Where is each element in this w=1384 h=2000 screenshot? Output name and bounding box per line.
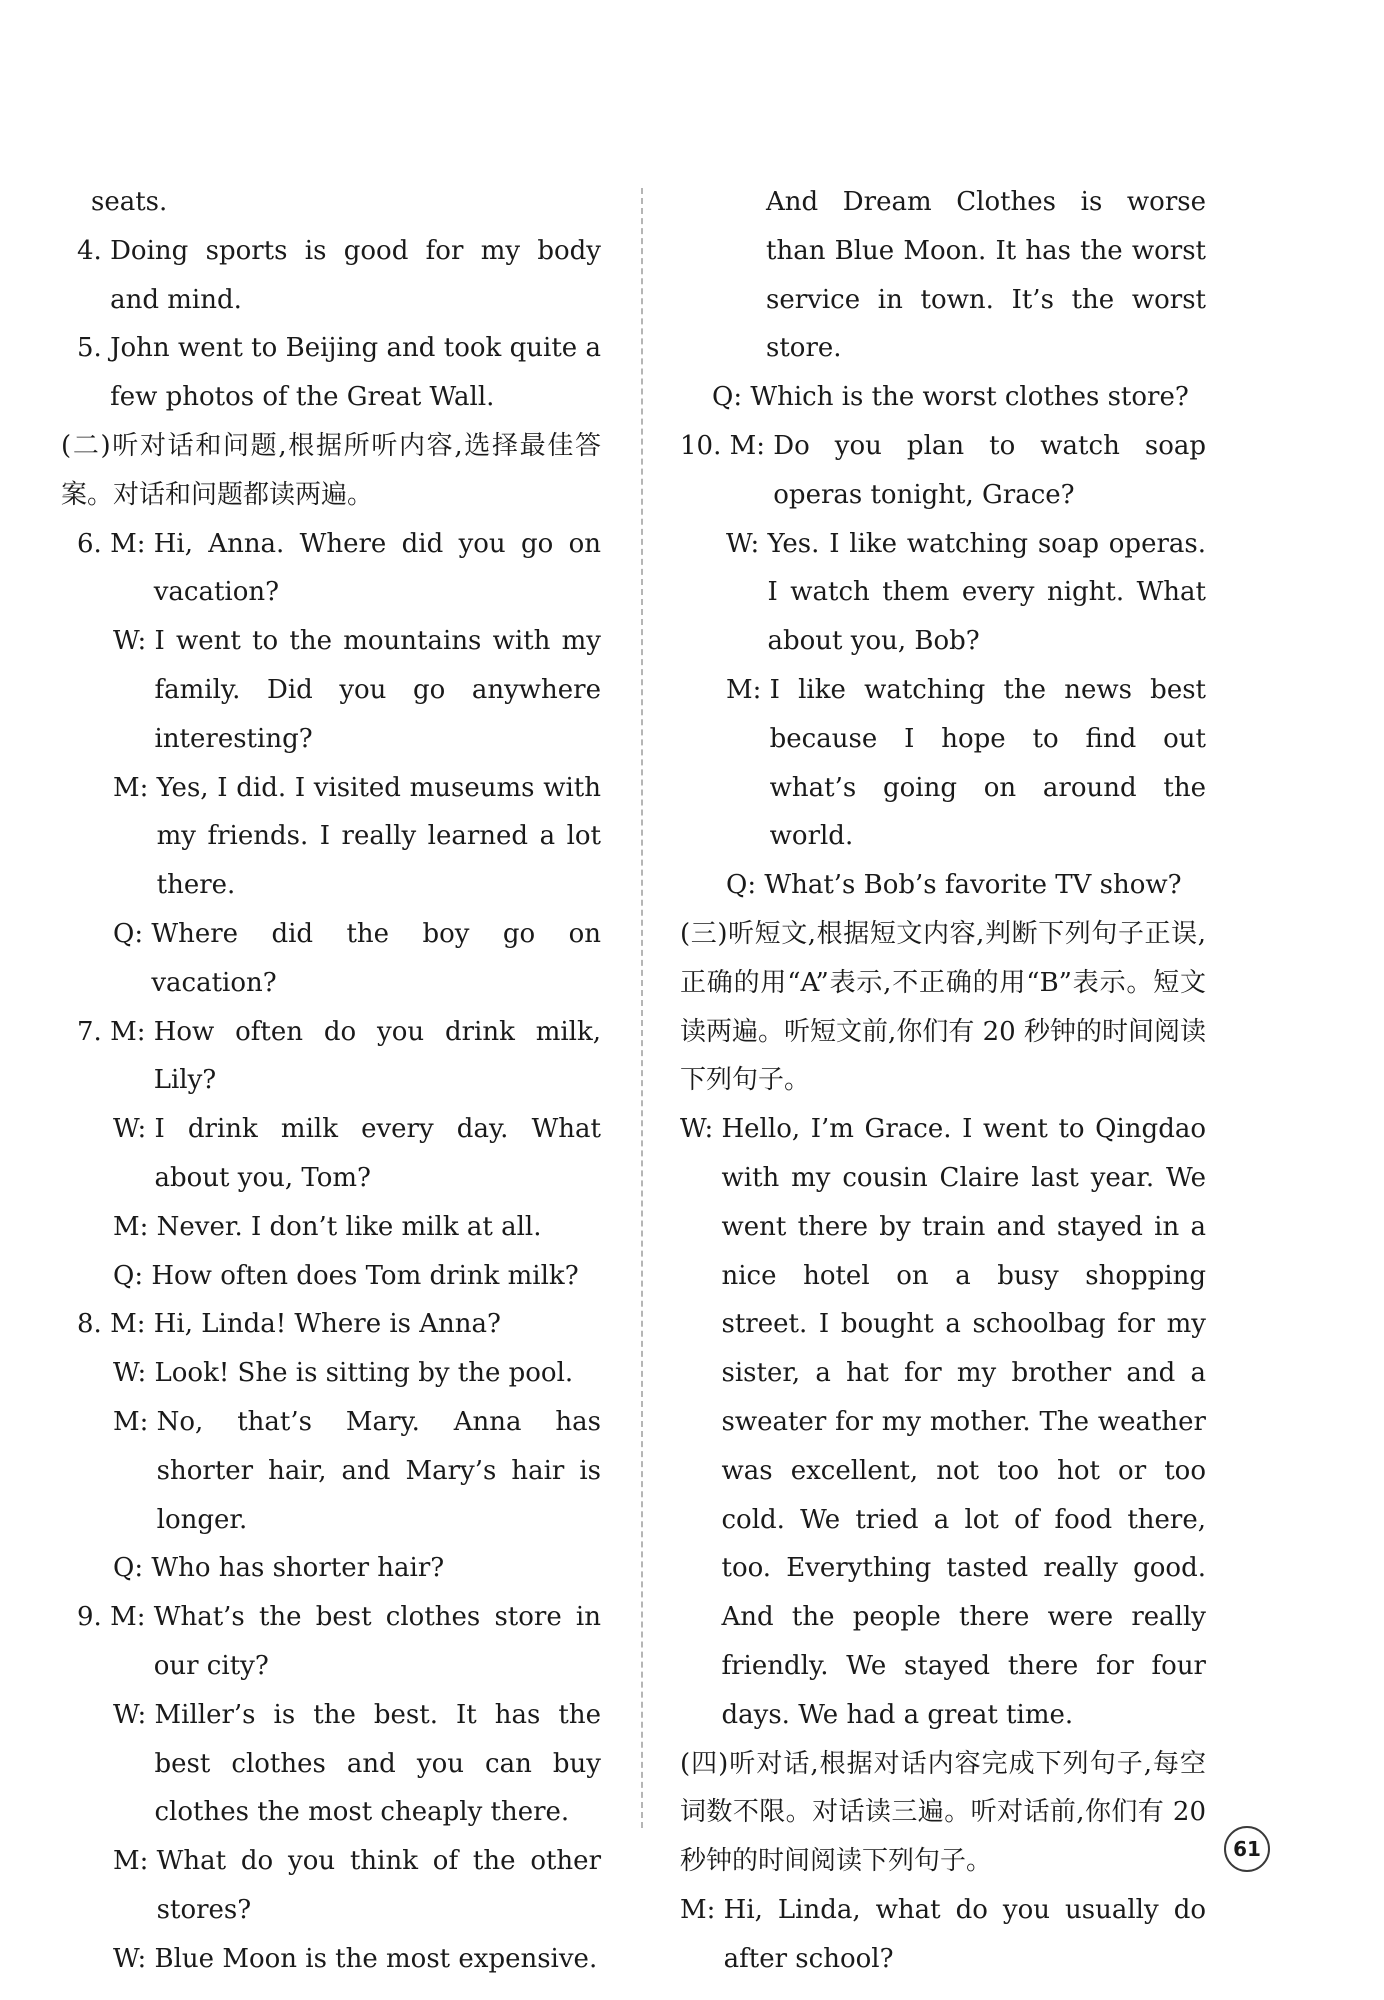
dialogue-6-m2 bbox=[77, 764, 601, 910]
item-speaker: 10. M: bbox=[680, 430, 774, 461]
question-text: Who has shorter hair? bbox=[151, 1553, 445, 1584]
speaker-label: W: bbox=[113, 1358, 155, 1389]
dialogue-text: Hi, Anna. Where did you go on vacation? bbox=[153, 528, 601, 608]
dialogue-9-m2 bbox=[77, 1837, 601, 1935]
dialogue-text: Yes. I like watching soap operas. I watch them every night. What about you, Bob? bbox=[767, 528, 1206, 657]
item-speaker: 7. M: bbox=[77, 1016, 154, 1047]
speaker-label: M: bbox=[680, 1894, 724, 1925]
dialogue-text: I went to the mountains with my family. Did you go anywhere interesting? bbox=[154, 626, 601, 754]
question-label: Q: bbox=[113, 918, 152, 949]
question-label: Q: bbox=[726, 870, 765, 901]
dialogue-final-m bbox=[680, 1886, 1206, 1984]
dialogue-10-w bbox=[680, 520, 1206, 666]
section-heading-2: (二)听对话和问题,根据所听内容,选择最佳答案。对话和问题都读两遍。 bbox=[61, 430, 601, 510]
passage-text: Hello, I’m Grace. I went to Qingdao with my cousin Claire last year. We went there by train and stayed in a nice hotel on a busy shopping street. I bought a schoolbag for my sister, a hat for my brother and a sweater for my mother. The weather was excellent, not too hot or too cold. We tried a lot of food there, too. Everything tasted really good. And the people there were really friendly. We stayed there for four days. We had a great time. bbox=[721, 1114, 1206, 1730]
speaker-label: W: bbox=[113, 626, 155, 657]
dialogue-8-m1 bbox=[77, 1300, 601, 1349]
passage-grace bbox=[680, 1105, 1206, 1739]
dialogue-text: No, that’s Mary. Anna has shorter hair, and Mary’s hair is longer. bbox=[156, 1406, 601, 1535]
dialogue-text: Blue Moon is the most expensive. bbox=[154, 1943, 598, 1974]
left-column bbox=[61, 178, 601, 1983]
speaker-label: M: bbox=[113, 1846, 157, 1877]
page-number-badge: 61 bbox=[1224, 1826, 1270, 1872]
dialogue-9-w2-continued bbox=[680, 178, 1206, 373]
dialogue-8-q bbox=[77, 1544, 601, 1593]
dialogue-text: I drink milk every day. What about you, Tom? bbox=[154, 1114, 601, 1193]
dialogue-text: And Dream Clothes is worse than Blue Moon. It has the worst service in town. It’s the worst store. bbox=[766, 187, 1206, 364]
right-column bbox=[680, 178, 1206, 1983]
dialogue-7-q bbox=[77, 1252, 601, 1301]
question-text: Which is the worst clothes store? bbox=[750, 382, 1189, 413]
dialogue-text: Never. I don’t like milk at all. bbox=[156, 1211, 542, 1242]
item-speaker: 8. M: bbox=[77, 1309, 154, 1340]
question-label: Q: bbox=[113, 1553, 152, 1584]
question-text: How often does Tom drink milk? bbox=[151, 1260, 579, 1291]
answer-line bbox=[77, 178, 601, 227]
section-heading-4: (四)听对话,根据对话内容完成下列句子,每空词数不限。对话读三遍。听对话前,你们有 20 秒钟的时间阅读下列句子。 bbox=[680, 1748, 1206, 1877]
item-speaker: 6. M: bbox=[77, 528, 154, 559]
item-text: John went to Beijing and took quite a few photos of the Great Wall. bbox=[110, 333, 601, 413]
section-heading-3: (三)听短文,根据短文内容,判断下列句子正误,正确的用“A”表示,不正确的用“B”表示。短文读两遍。听短文前,你们有 20 秒钟的时间阅读下列句子。 bbox=[680, 918, 1206, 1096]
dialogue-10-m1 bbox=[680, 422, 1206, 520]
dialogue-text: How often do you drink milk, Lily? bbox=[153, 1016, 601, 1096]
dialogue-6-w bbox=[77, 617, 601, 763]
dialogue-text: What do you think of the other stores? bbox=[156, 1846, 601, 1925]
item-speaker: 9. M: bbox=[77, 1602, 154, 1633]
question-text: Where did the boy go on vacation? bbox=[151, 918, 601, 998]
item-text: Doing sports is good for my body and mind. bbox=[110, 235, 601, 315]
question-label: Q: bbox=[712, 382, 751, 413]
dialogue-text: What’s the best clothes store in our city? bbox=[153, 1602, 601, 1681]
dialogue-10-q bbox=[680, 861, 1206, 910]
dialogue-9-m1 bbox=[77, 1593, 601, 1691]
dialogue-text: Look! She is sitting by the pool. bbox=[154, 1358, 574, 1389]
speaker-label: W: bbox=[680, 1114, 722, 1145]
dialogue-text: Miller’s is the best. It has the best clothes and you can buy clothes the most cheaply there. bbox=[154, 1699, 601, 1828]
speaker-label: M: bbox=[113, 772, 157, 803]
dialogue-9-w2 bbox=[77, 1935, 601, 1984]
dialogue-6-q bbox=[77, 910, 601, 1008]
speaker-label: M: bbox=[113, 1211, 157, 1242]
dialogue-8-m2 bbox=[77, 1398, 601, 1544]
dialogue-text: Hi, Linda! Where is Anna? bbox=[153, 1309, 501, 1340]
speaker-label: M: bbox=[113, 1406, 157, 1437]
speaker-label: M: bbox=[726, 674, 770, 705]
speaker-label: W: bbox=[113, 1943, 155, 1974]
dialogue-9-q bbox=[680, 373, 1206, 422]
item-number: 4. bbox=[77, 235, 111, 266]
dialogue-9-w1 bbox=[77, 1691, 601, 1837]
dialogue-text: Yes, I did. I visited museums with my friends. I really learned a lot there. bbox=[156, 772, 601, 901]
answer-item-5 bbox=[77, 324, 601, 422]
dialogue-text: Do you plan to watch soap operas tonight, Grace? bbox=[773, 430, 1206, 510]
question-label: Q: bbox=[113, 1260, 152, 1291]
column-divider bbox=[641, 188, 643, 1828]
dialogue-6-m1 bbox=[77, 520, 601, 618]
dialogue-8-w bbox=[77, 1349, 601, 1398]
dialogue-10-m2 bbox=[680, 666, 1206, 861]
dialogue-7-m1 bbox=[77, 1008, 601, 1106]
dialogue-7-w bbox=[77, 1105, 601, 1203]
dialogue-text: Hi, Linda, what do you usually do after school? bbox=[723, 1894, 1206, 1974]
dialogue-text: I like watching the news best because I hope to find out what’s going on around the world. bbox=[769, 674, 1206, 852]
speaker-label: W: bbox=[726, 528, 768, 559]
dialogue-7-m2 bbox=[77, 1203, 601, 1252]
speaker-label: W: bbox=[113, 1114, 155, 1145]
line-text: seats. bbox=[91, 187, 168, 217]
answer-item-4 bbox=[77, 227, 601, 325]
question-text: What’s Bob’s favorite TV show? bbox=[764, 870, 1182, 901]
item-number: 5. bbox=[77, 333, 111, 364]
speaker-label: W: bbox=[113, 1699, 155, 1730]
